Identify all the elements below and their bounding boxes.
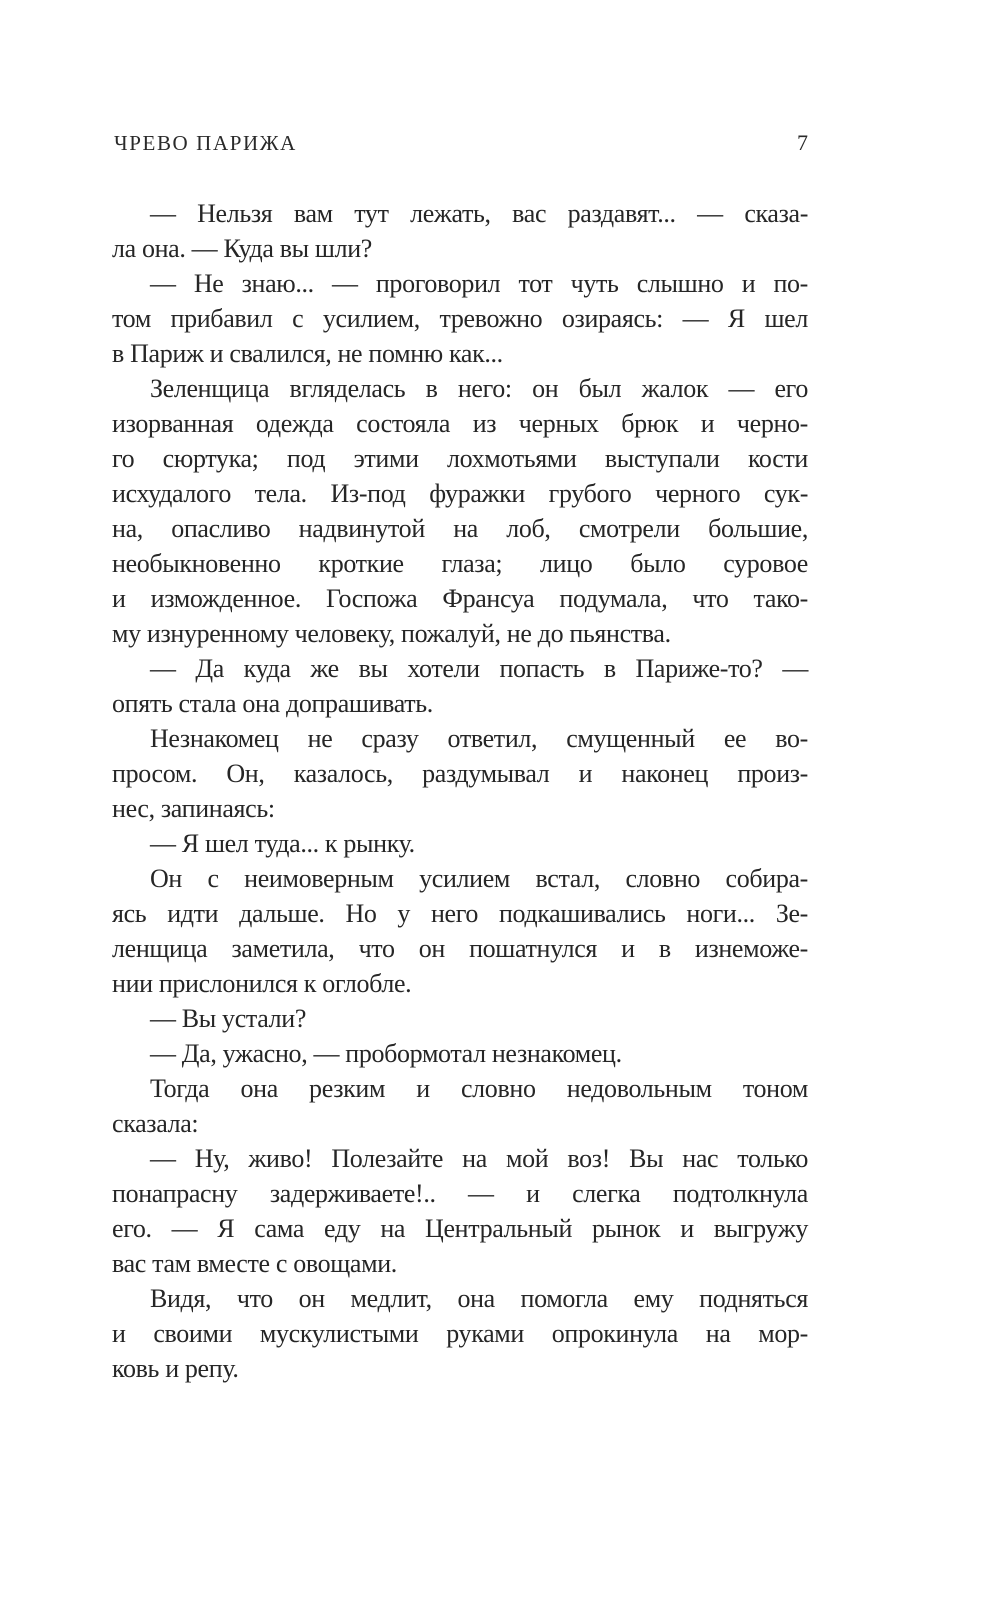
running-head [114,128,808,158]
text-line: — Да куда же вы хотели попасть в Париже-то? — [150,654,808,683]
text-line: Видя, что он медлит, она помогла ему подняться [150,1284,808,1313]
text-line: му изнуренному человеку, пожалуй, не до пьянства. [112,619,671,648]
text-line: исхудалого тела. Из-под фуражки грубого черного сук- [112,479,808,508]
text-line: сказала: [112,1109,199,1138]
text-line: — Да, ужасно, — пробормотал незнакомец. [150,1039,622,1068]
text-line: Зеленщица вгляделась в него: он был жалок — его [150,374,808,403]
text-line: его. — Я сама еду на Центральный рынок и выгружу [112,1214,808,1243]
text-line: вас там вместе с овощами. [112,1249,397,1278]
text-line: в Париж и свалился, не помню как... [112,339,503,368]
text-line: ясь идти дальше. Но у него подкашивались ноги... Зе- [112,899,808,928]
text-line: просом. Он, казалось, раздумывал и наконец произ- [112,759,808,788]
running-title: ЧРЕВО ПАРИЖА [114,131,297,155]
text-line: — Не знаю... — проговорил тот чуть слышно и по- [150,269,808,298]
text-line: ла она. — Куда вы шли? [112,234,372,263]
text-line: понапрасну задерживаете!.. — и слегка подтолкнула [112,1179,808,1208]
text-line: и изможденное. Госпожа Франсуа подумала, что тако- [112,584,808,613]
text-line: Он с неимоверным усилием встал, словно собира- [150,864,808,893]
text-line: — Я шел туда... к рынку. [150,829,415,858]
text-line: — Вы устали? [150,1004,307,1033]
text-line: нес, запинаясь: [112,794,275,823]
text-line: на, опасливо надвинутой на лоб, смотрели большие, [112,514,808,543]
page-number: 7 [797,130,808,155]
text-line: — Ну, живо! Полезайте на мой воз! Вы нас только [150,1144,808,1173]
text-line: нии прислонился к оглобле. [112,969,412,998]
text-line: опять стала она допрашивать. [112,689,433,718]
text-line: том прибавил с усилием, тревожно озираясь: — Я шел [112,304,808,333]
text-line: ленщица заметила, что он пошатнулся и в изнеможе- [112,934,808,963]
body-text [112,196,808,1386]
text-line: ковь и репу. [112,1354,239,1383]
text-line: и своими мускулистыми руками опрокинула на мор- [112,1319,808,1348]
text-line: — Нельзя вам тут лежать, вас раздавят... — сказа- [150,199,808,228]
text-line: го сюртука; под этими лохмотьями выступали кости [112,444,808,473]
text-line: необыкновенно кроткие глаза; лицо было суровое [112,549,808,578]
text-line: изорванная одежда состояла из черных брюк и черно- [112,409,808,438]
text-line: Незнакомец не сразу ответил, смущенный ее во- [150,724,808,753]
text-line: Тогда она резким и словно недовольным тоном [150,1074,808,1103]
